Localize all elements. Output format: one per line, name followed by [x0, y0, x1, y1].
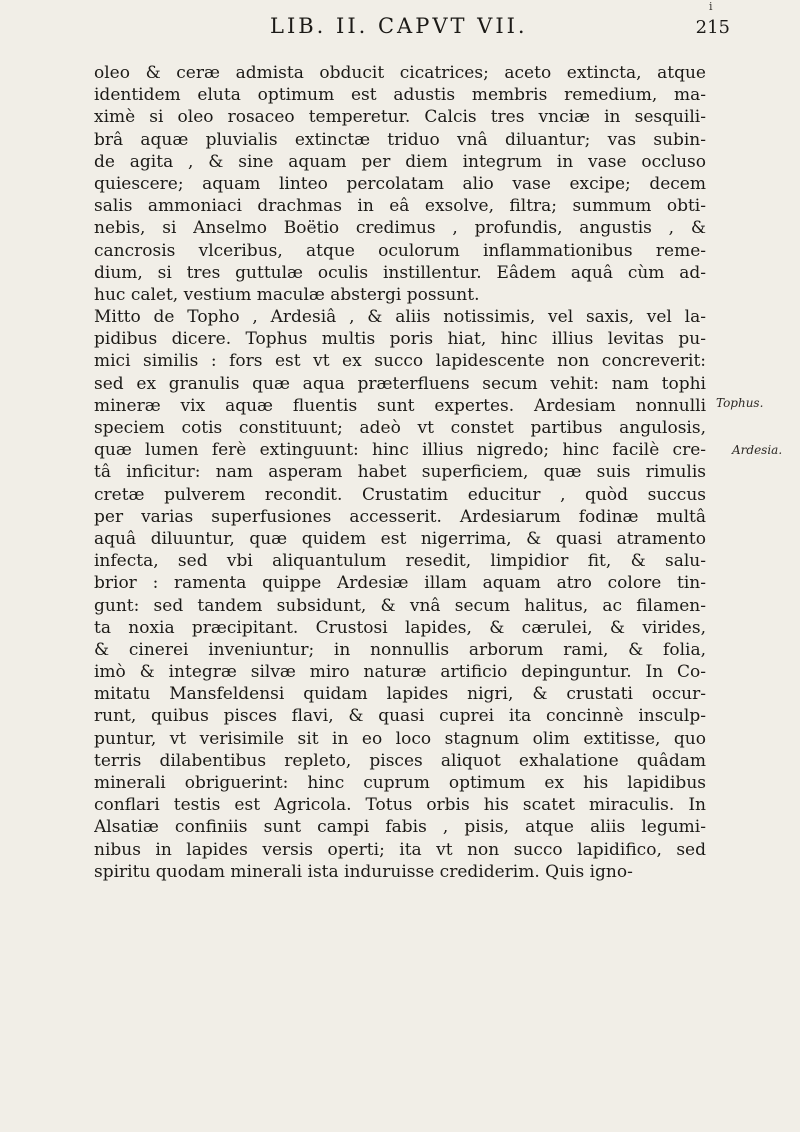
text-line: speciem cotis constituunt; adeò vt constet partibus angulosis,	[94, 418, 706, 438]
text-line: tâ inficitur: nam asperam habet superficiem, quæ suis rimulis	[94, 462, 706, 483]
text-line: mitatu Mansfeldensi quidam lapides nigri, & crustati occur-	[94, 684, 706, 705]
text-line: spiritu quodam minerali ista induruisse crediderim. Quis igno-	[94, 861, 633, 882]
running-head	[270, 14, 730, 38]
text-line: identidem eluta optimum est adustis membris remedium, ma-	[94, 85, 706, 106]
text-line: sed ex granulis quæ aqua præterfluens secum vehit: nam tophi	[94, 373, 706, 394]
text-line: huc calet, vestium maculæ abstergi possunt.	[94, 284, 480, 305]
text-line: terris dilabentibus repleto, pisces aliquot exhalatione quâdam	[94, 750, 706, 771]
text-line: quiescere; aquam linteo percolatam alio vase excipe; decem	[94, 173, 706, 194]
text-line: de agita , & sine aquam per diem integrum in vase occluso	[94, 151, 706, 172]
text-line: salis ammoniaci drachmas in eâ exsolve, filtra; summum obti-	[94, 196, 706, 217]
text-line: aquâ diluuntur, quæ quidem est nigerrima, & quasi atramento	[94, 528, 706, 549]
text-line: mici similis : fors est vt ex succo lapidescente non concreverit:	[94, 351, 706, 372]
text-line: gunt: sed tandem subsidunt, & vnâ secum halitus, ac filamen-	[94, 595, 706, 616]
margin-note-ardesia: Ardesia.	[732, 443, 783, 457]
text-line: cancrosis vlceribus, atque oculorum inflammationibus reme-	[94, 240, 706, 261]
text-line: oleo & ceræ admista obducit cicatrices; aceto extincta, atque	[94, 63, 706, 83]
text-line: per varias superfusiones accesserit. Ardesiarum fodinæ multâ	[94, 506, 706, 527]
text-line: pidibus dicere. Tophus multis poris hiat, hinc illius levitas pu-	[94, 329, 706, 350]
text-line: cretæ pulverem recondit. Crustatim educitur , quòd succus	[94, 484, 706, 505]
page-number: 215	[695, 17, 730, 38]
text-line: runt, quibus pisces flavi, & quasi cuprei ita concinnè insculp-	[94, 706, 706, 727]
text-line: minerali obriguerint: hinc cuprum optimum ex his lapidibus	[94, 773, 706, 793]
text-line: ximè si oleo rosaceo temperetur. Calcis tres vnciæ in sesquili-	[94, 107, 706, 128]
margin-note-tophus: Tophus.	[716, 396, 764, 410]
text-line: ta noxia præcipitant. Crustosi lapides, & cærulei, & virides,	[94, 617, 706, 638]
text-line: mineræ vix aquæ fluentis sunt expertes. Ardesiam nonnulli	[94, 395, 706, 416]
text-line: brâ aquæ pluvialis extinctæ triduo vnâ diluantur; vas subin-	[94, 129, 706, 150]
corner-mark: i	[709, 0, 713, 13]
running-title: LIB. II. CAPVT VII.	[270, 14, 528, 38]
text-line: imò & integræ silvæ miro naturæ artificio depinguntur. In Co-	[94, 662, 706, 683]
text-line: nebis, si Anselmo Boëtio credimus , profundis, angustis , &	[94, 218, 706, 239]
text-line: dium, si tres guttulæ oculis instillentur. Eâdem aquâ cùm ad-	[94, 262, 706, 283]
text-line: conflari testis est Agricola. Totus orbis his scatet miraculis. In	[94, 795, 706, 816]
text-line: brior : ramenta quippe Ardesiæ illam aquam atro colore tin-	[94, 573, 706, 594]
text-line: Alsatiæ confiniis sunt campi fabis , pisis, atque aliis legumi-	[94, 817, 706, 838]
text-line: Mitto de Topho , Ardesiâ , & aliis notissimis, vel saxis, vel la-	[94, 307, 706, 328]
body-text	[94, 62, 706, 883]
text-line: puntur, vt verisimile sit in eo loco stagnum olim extitisse, quo	[94, 728, 706, 749]
text-line: infecta, sed vbi aliquantulum resedit, limpidior fit, & salu-	[94, 551, 706, 572]
text-line: nibus in lapides versis operti; ita vt non succo lapidifico, sed	[94, 839, 706, 860]
text-line: quæ lumen ferè extinguunt: hinc illius nigredo; hinc facilè cre-	[94, 440, 706, 461]
text-line: & cinerei inveniuntur; in nonnullis arborum rami, & folia,	[94, 639, 706, 660]
